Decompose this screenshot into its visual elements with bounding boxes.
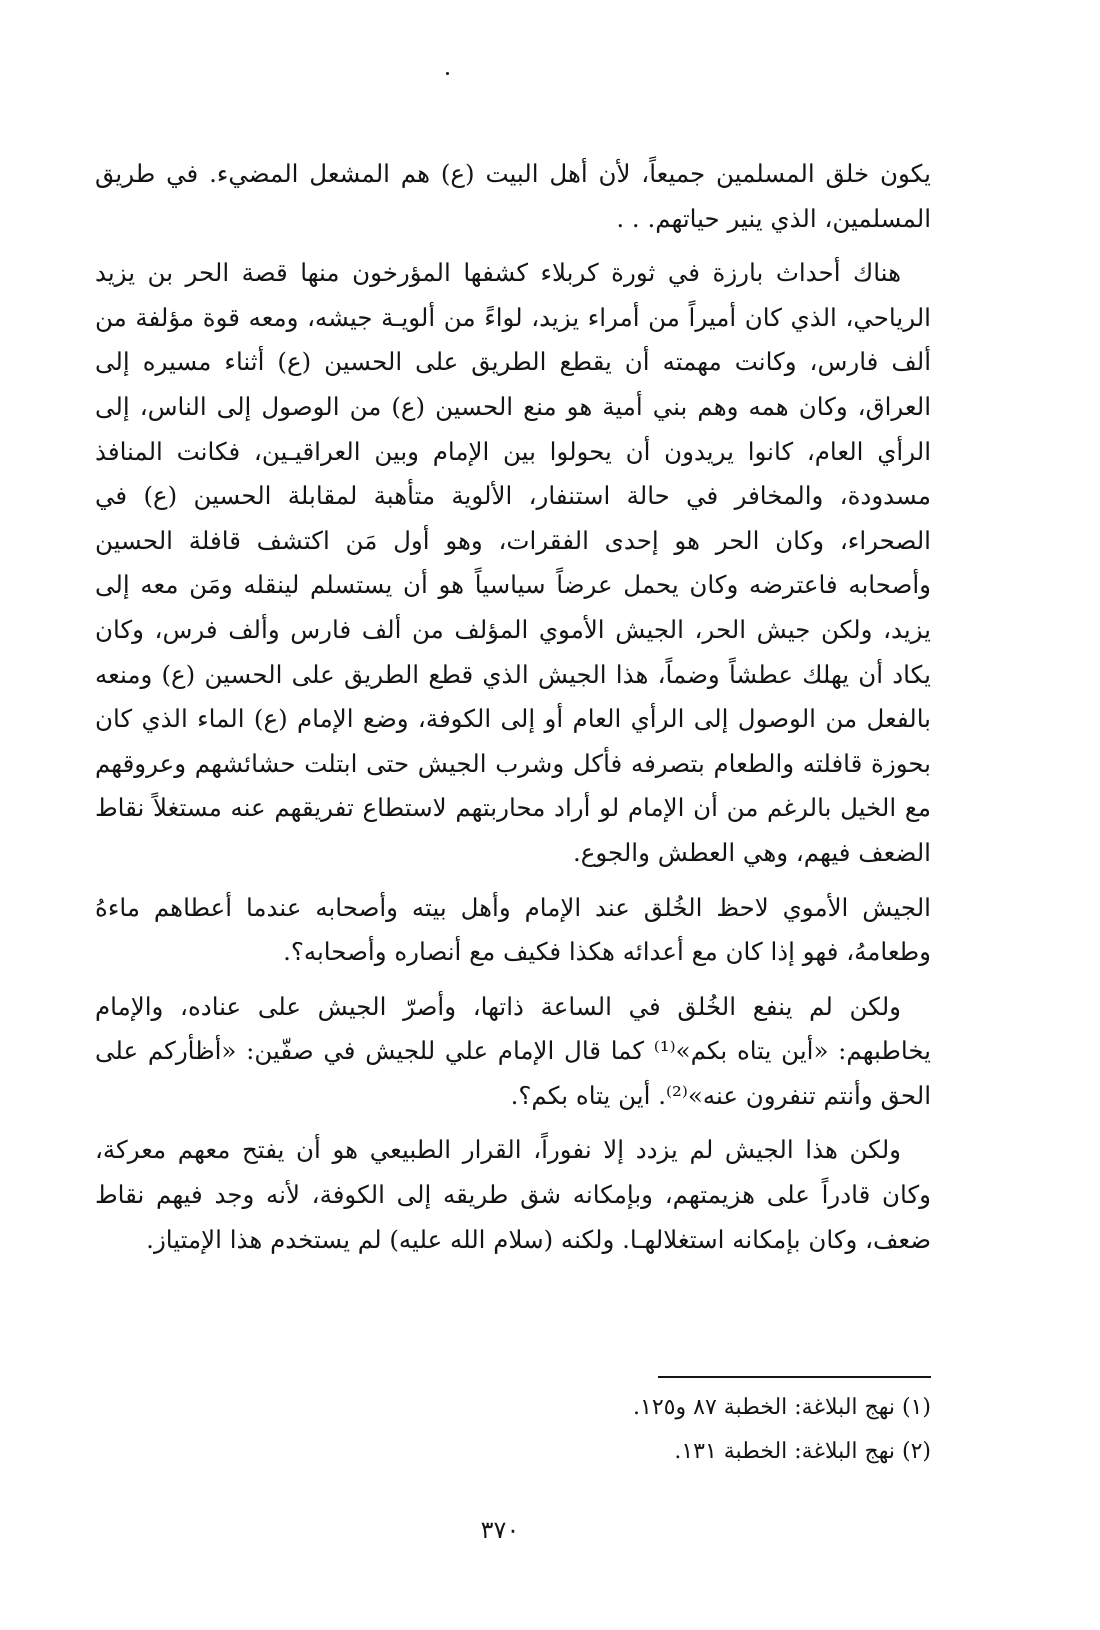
paragraph-3: الجيش الأموي لاحظ الخُلق عند الإمام وأهل بيته وأصحابه عندما أعطاهم ماءهُ وطعامهُ، فهو إذا كان مع أعدائه هكذا فكيف مع أنصاره وأصحابه؟. bbox=[95, 892, 931, 967]
paragraph-1: يكون خلق المسلمين جميعاً، لأن أهل البيت (ع) هم المشعل المضيء. في طريق المسلمين، الذي ينير حياتهم. . . bbox=[95, 159, 931, 233]
paragraph-2: هناك أحداث بارزة في ثورة كربلاء كشفها المؤرخون منها قصة الحر بن يزيد الرياحي، الذي كان أميراً من أمراء يزيد، لواءً من ألويـة جيشه، ومعه قوة مؤلفة من ألف فارس، وكانت مهمته أن يقطع الطريق على الحسين (ع) أثناء مسيره إلى العراق، وكان همه وهم بني أمية هو منع الحسين (ع) من الوصول إلى الناس، إلى الرأي العام، كانوا يريدون أن يحولوا بين الإمام وبين العراقيـين، فكانت المنافذ مسدودة، والمخافر في حالة استنفار، الألوية متأهبة لمقابلة الحسين (ع) في الصحراء، وكان الحر هو إحدى الفقرات، وهو أول مَن اكتشف قافلة الحسين وأصحابه فاعترضه وكان يحمل عرضاً سياسياً هو أن يستسلم لينقله ومَن معه إلى يزيد، ولكن جيش الحر، الجيش الأموي المؤلف من ألف فارس وألف فرس، وكان يكاد أن يهلك عطشاً وضماً، هذا الجيش الذي قطع الطريق على الحسين (ع) ومنعه بالفعل من الوصول إلى الرأي العام أو إلى الكوفة، وضع الإمام (ع) الماء الذي كان بحوزة قافلته والطعام بتصرفه فأكل وشرب الجيش حتى ابتلت حشائشهم وعروقهم مع الخيل بالرغم من أن الإمام لو أراد محاربتهم لاستطاع تفريقهم عنه مستغلاً نقاط الضعف فيهم، وهي العطش والجوع. bbox=[95, 258, 931, 867]
body-text bbox=[95, 152, 931, 1262]
footnote-2: (٢) نهج البلاغة: الخطبة ١٣١. bbox=[674, 1439, 931, 1464]
footnote-1: (١) نهج البلاغة: الخطبة ٨٧ و١٢٥. bbox=[633, 1395, 931, 1420]
page-number: ٣٧٠ bbox=[480, 1516, 520, 1544]
paragraph-5: ولكن هذا الجيش لم يزدد إلا نفوراً، القرار الطبيعي هو أن يفتح معهم معركة، وكان قادراً على هزيمتهم، وبإمكانه شق طريقه إلى الكوفة، لأنه وجد فيهم نقاط ضعف، وكان بإمكانه استغلالهـا. ولكنه (سلام الله عليه) لم يستخدم هذا الإمتياز. bbox=[95, 1135, 931, 1254]
footnote-separator bbox=[658, 1376, 931, 1378]
footnotes bbox=[400, 1386, 931, 1474]
stray-mark bbox=[446, 72, 449, 75]
paragraph-4: ولكن لم ينفع الخُلق في الساعة ذاتها، وأصرّ الجيش على عناده، والإمام يخاطبهم: «أين يتاه بكم»⁽¹⁾ كما قال الإمام علي للجيش في صفّين: «أظأركم على الحق وأنتم تنفرون عنه»⁽²⁾. أين يتاه بكم؟. bbox=[95, 991, 931, 1110]
